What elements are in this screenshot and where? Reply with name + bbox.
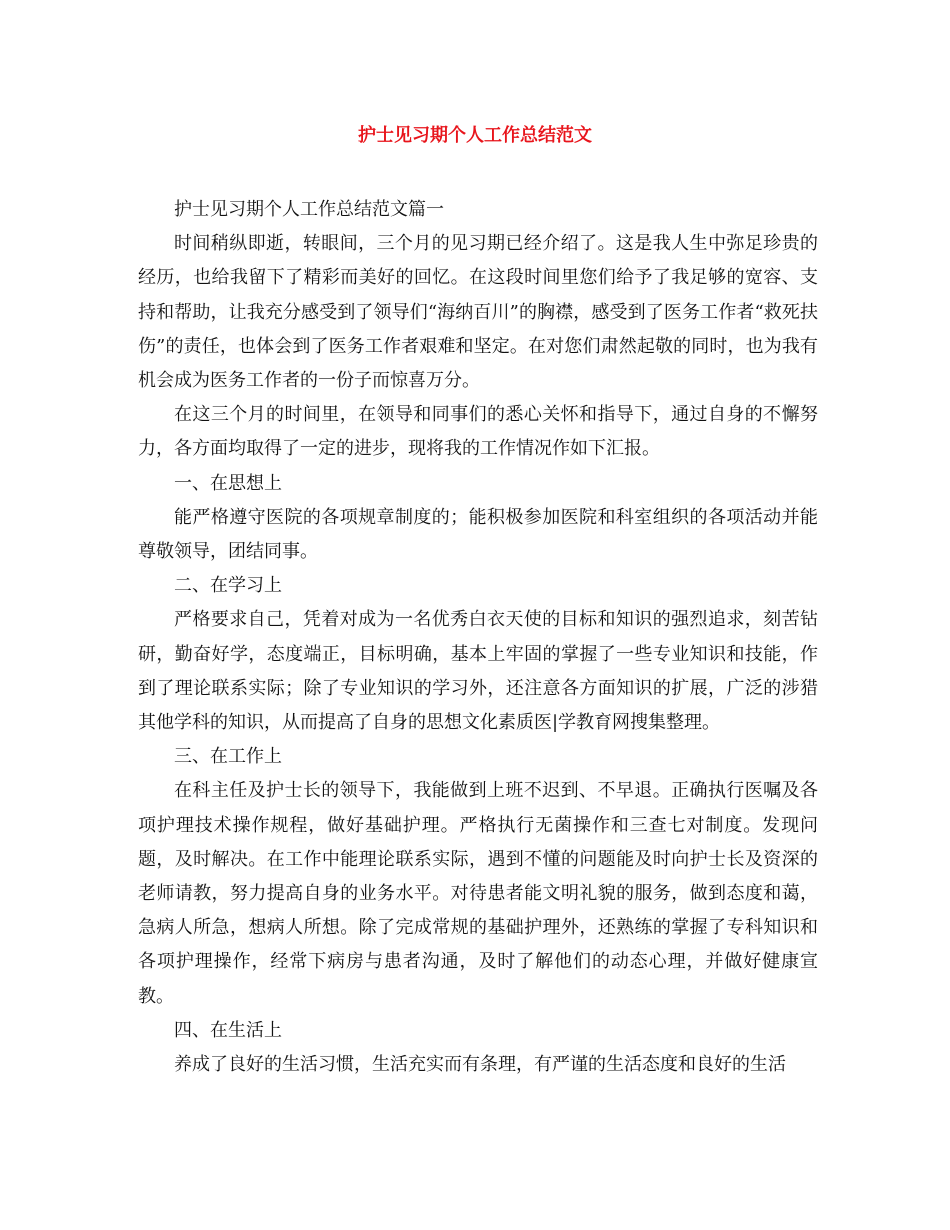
section-heading: 三、在工作上: [174, 746, 282, 768]
document-title: 护士见习期个人工作总结范文: [358, 125, 592, 146]
section-heading: 四、在生活上: [174, 1019, 282, 1041]
body-paragraph: 在这三个月的时间里，在领导和同事们的悉心关怀和指导下，通过自身的不懈努力，各方面均取得了一定的进步，现将我的工作情况作如下汇报。: [138, 404, 818, 460]
body-paragraph: 严格要求自己，凭着对成为一名优秀白衣天使的目标和知识的强烈追求，刻苦钻研，勤奋好学，态度端正，目标明确，基本上牢固的掌握了一些专业知识和技能，作到了理论联系实际；除了专业知识的学习外，还注意各方面知识的扩展，广泛的涉猎其他学科的知识，从而提高了自身的思想文化素质医|学教育网搜集整理。: [138, 609, 818, 734]
document-body: [138, 193, 818, 1082]
body-paragraph: 养成了良好的生活习惯，生活充实而有条理，有严谨的生活态度和良好的生活: [174, 1054, 786, 1076]
section-subtitle: 护士见习期个人工作总结范文篇一: [174, 199, 444, 220]
body-paragraph: 能严格遵守医院的各项规章制度的；能积极参加医院和科室组织的各项活动并能尊敬领导，团结同事。: [138, 506, 818, 563]
body-paragraph: 在科主任及护士长的领导下，我能做到上班不迟到、不早退。正确执行医嘱及各项护理技术操作规程，做好基础护理。严格执行无菌操作和三查七对制度。发现问题，及时解决。在工作中能理论联系实际，遇到不懂的问题能及时向护士长及资深的老师请教，努力提高自身的业务水平。对待患者能文明礼貌的服务，做到态度和蔼，急病人所急，想病人所想。除了完成常规的基础护理外，还熟练的掌握了专科知识和各项护理操作，经常下病房与患者沟通，及时了解他们的动态心理，并做好健康宣教。: [138, 780, 818, 1007]
section-heading: 一、在思想上: [174, 472, 282, 494]
section-heading: 二、在学习上: [174, 575, 282, 597]
body-paragraph: 时间稍纵即逝，转眼间，三个月的见习期已经介绍了。这是我人生中弥足珍贵的经历，也给我留下了精彩而美好的回忆。在这段时间里您们给予了我足够的宽容、支持和帮助，让我充分感受到了领导们“海纳百川”的胸襟，感受到了医务工作者“救死扶伤”的责任，也体会到了医务工作者艰难和坚定。在对您们肃然起敬的同时，也为我有机会成为医务工作者的一份子而惊喜万分。: [138, 233, 818, 392]
